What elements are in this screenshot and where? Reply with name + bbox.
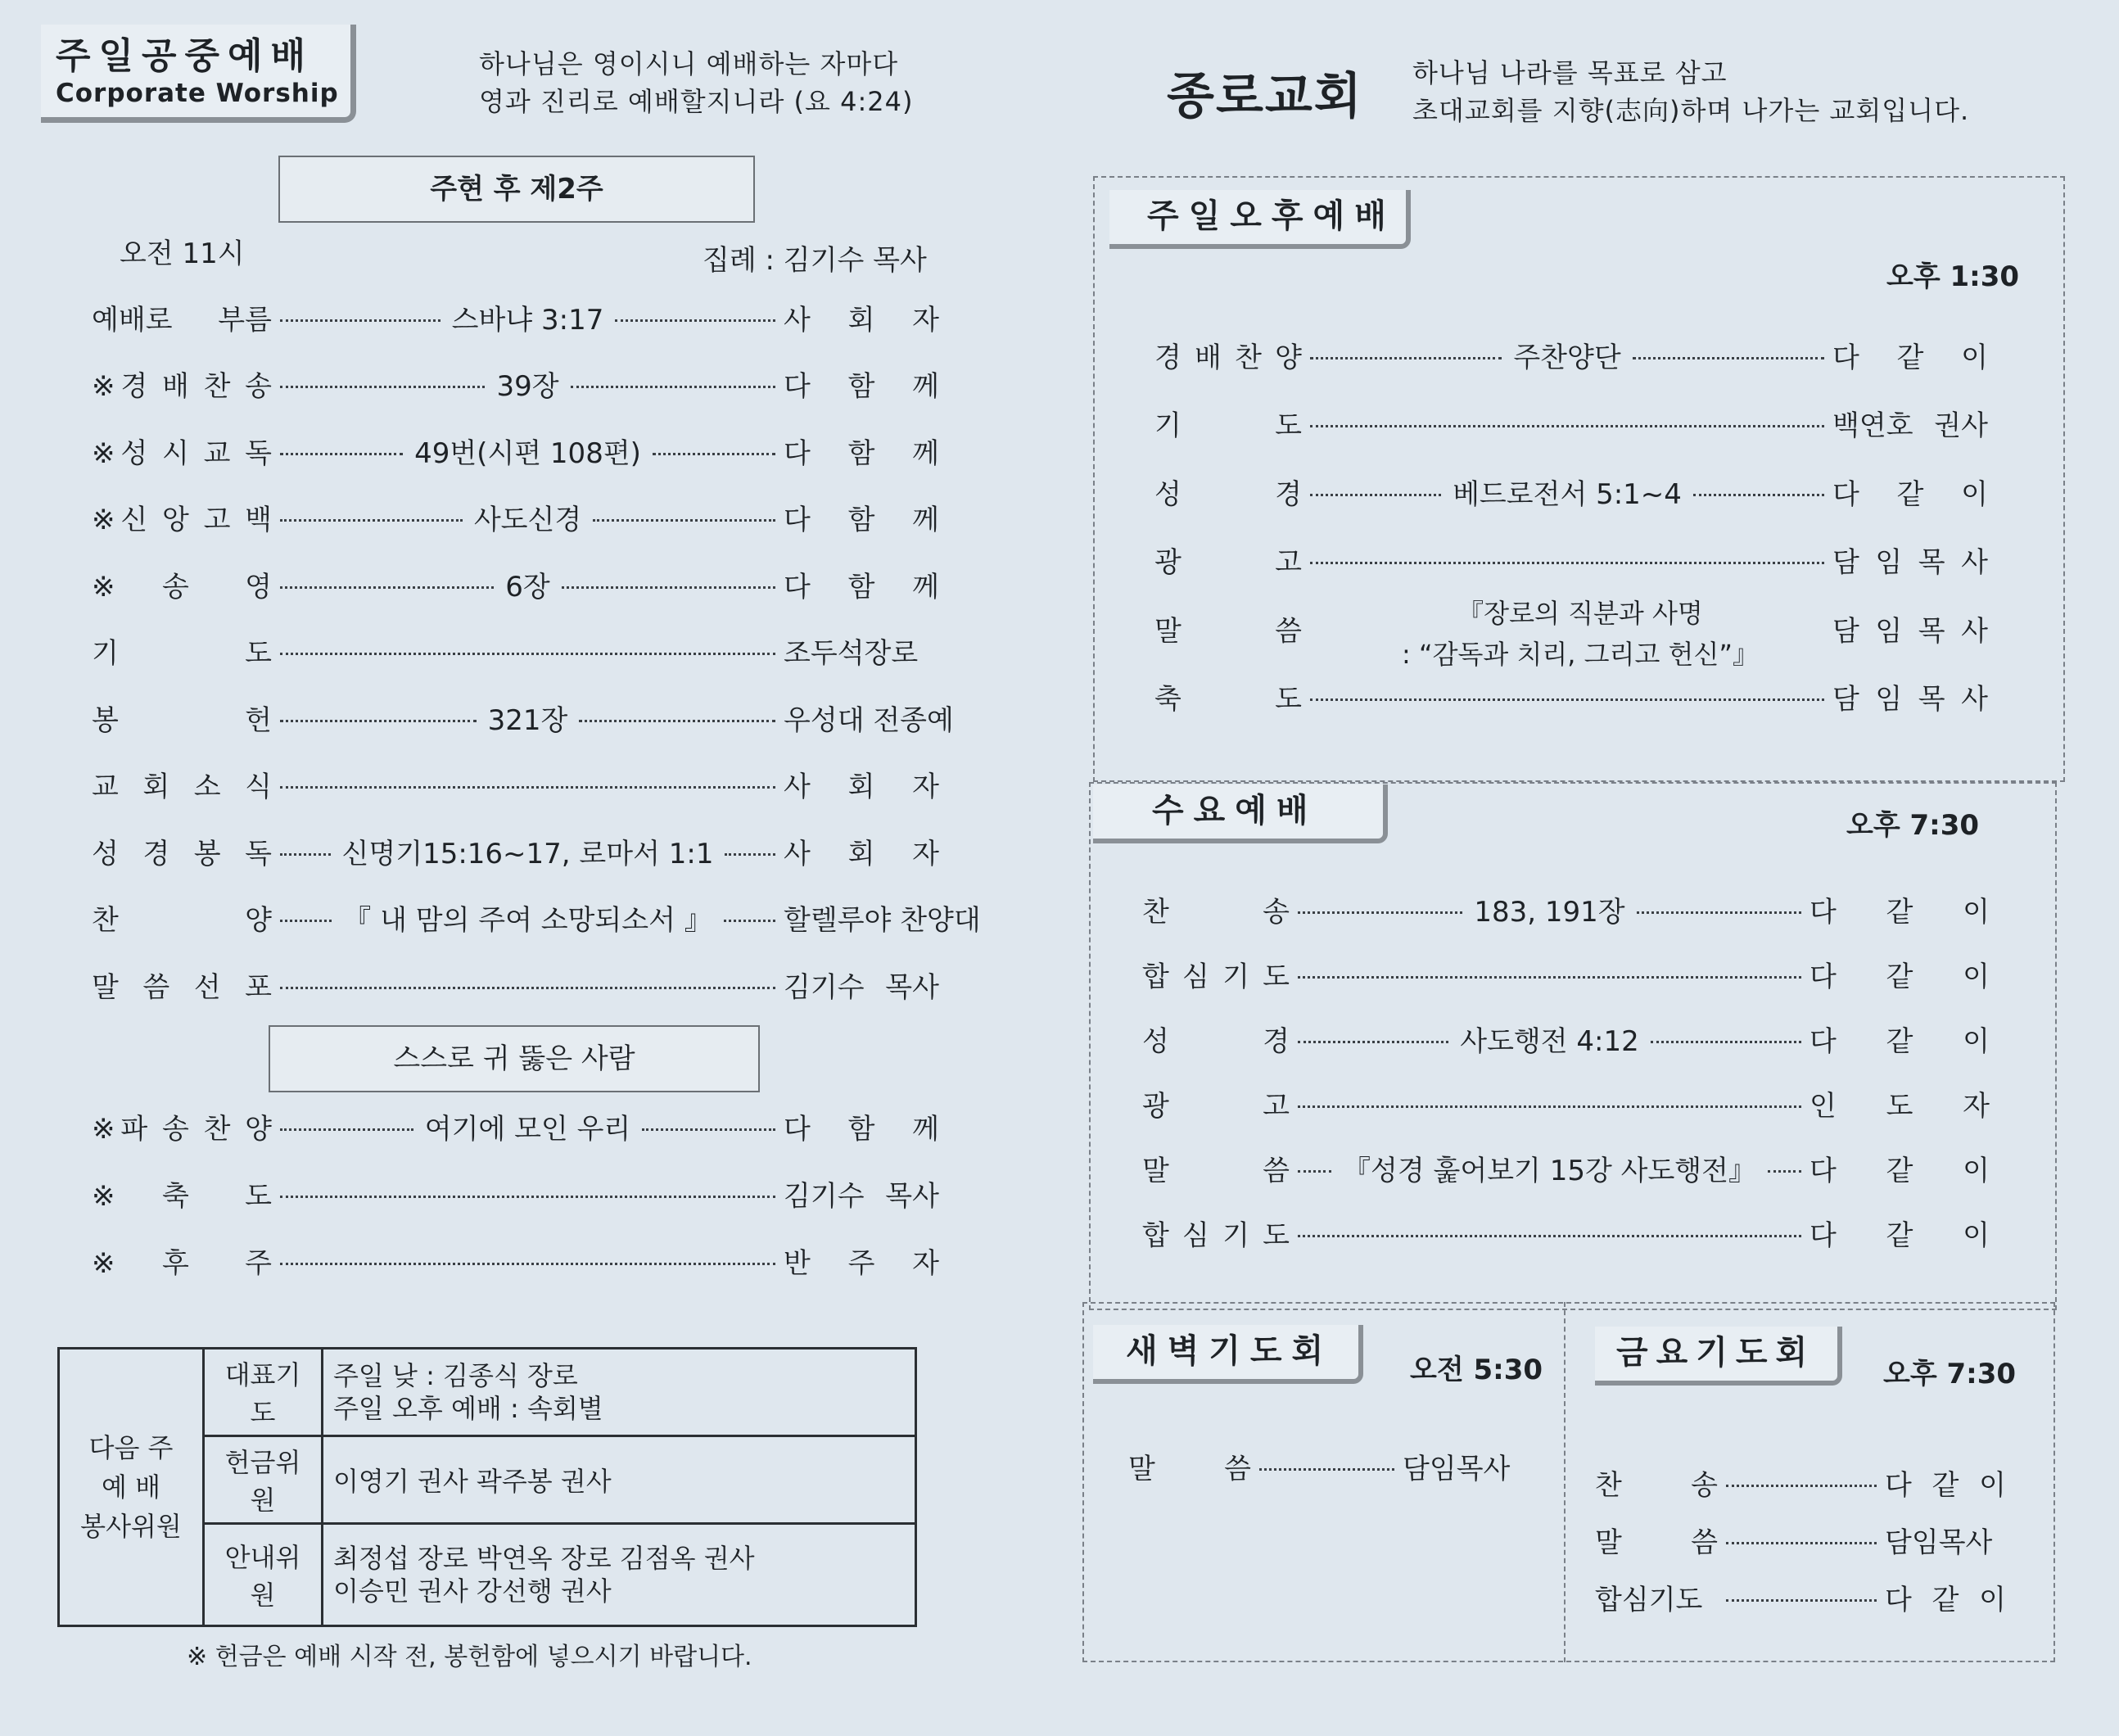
- order-leader-text: 다 함 께: [784, 1112, 939, 1146]
- order-leader: [1832, 403, 1988, 443]
- order-leader-text: 담임목사: [1885, 1526, 1993, 1559]
- order-row: [92, 296, 939, 337]
- church-name: 종로교회: [1167, 68, 1363, 125]
- order-leader: [784, 698, 954, 738]
- order-leader: [1810, 1083, 1990, 1123]
- wednesday-service-title: 수요예배: [1093, 784, 1388, 843]
- motto-line: 초대교회를 지향(志向)하며 나가는 교회입니다.: [1412, 95, 1970, 126]
- order-row: [92, 764, 939, 805]
- order-row: [1595, 1519, 2006, 1560]
- order-leader: [784, 631, 939, 671]
- dot-leader: [725, 853, 775, 856]
- dot-leader: [1259, 1468, 1394, 1471]
- assignment-line: 이승민 권사 강선행 권사: [333, 1576, 612, 1607]
- dot-leader: [1298, 976, 1801, 979]
- dot-leader: [1298, 1235, 1801, 1237]
- dot-leader: [642, 1128, 775, 1131]
- order-leader: [784, 564, 939, 604]
- order-row: [1142, 1083, 1990, 1123]
- order-label-text: ※후 주: [92, 1246, 272, 1280]
- role-cell: 대표기도: [204, 1349, 323, 1436]
- dot-leader: [280, 453, 403, 455]
- order-leader-text: 다 같 이: [1832, 477, 1988, 511]
- order-content: 여기에 모인 우리: [424, 1112, 631, 1146]
- order-label: [92, 1106, 272, 1146]
- dot-leader: [280, 653, 775, 655]
- order-content: 321장: [487, 703, 568, 737]
- order-row: [92, 631, 939, 671]
- order-row: [1142, 888, 1990, 929]
- order-content: 주찬양단: [1513, 341, 1621, 374]
- order-row: [92, 497, 939, 538]
- dot-leader: [280, 920, 332, 922]
- dot-leader: [1298, 1041, 1448, 1043]
- order-leader-text: 다 같 이: [1810, 1024, 1990, 1058]
- dot-leader: [1310, 698, 1824, 701]
- order-label: [92, 1241, 272, 1281]
- dot-leader: [1637, 911, 1801, 914]
- order-leader: [1403, 1446, 1534, 1486]
- dawn-prayer-title: 새벽기도회: [1093, 1325, 1363, 1384]
- dot-leader: [1298, 1105, 1801, 1108]
- dot-leader: [562, 586, 775, 589]
- order-leader-text: 인 도 자: [1810, 1089, 1990, 1123]
- order-label-text: ※성 시 교 독: [92, 436, 272, 470]
- dawn-prayer-time: 오전 5:30: [1410, 1354, 1543, 1386]
- order-label-text: 성 경: [1154, 477, 1302, 511]
- week-box: 주현 후 제2주: [278, 156, 755, 223]
- dot-leader: [1298, 911, 1462, 914]
- order-content: 사도행전 4:12: [1460, 1024, 1639, 1058]
- dot-leader: [280, 786, 775, 789]
- order-row: [1142, 953, 1990, 994]
- order-row: [92, 897, 981, 938]
- dot-leader: [1310, 357, 1502, 359]
- order-label: [1154, 335, 1302, 375]
- order-label: [1595, 1520, 1718, 1560]
- order-leader: [784, 297, 939, 337]
- order-label-text: 교 회 소 식: [92, 771, 272, 803]
- assignment-line: 주일 낮 : 김종식 장로: [333, 1360, 578, 1391]
- next-week-volunteers-table: [57, 1347, 917, 1627]
- verse-line: 영과 진리로 예배할지니라 (요 4:24): [479, 86, 914, 117]
- order-label-text: 말 씀: [1128, 1452, 1251, 1485]
- order-leader: [784, 431, 939, 471]
- order-leader-text: 사 회 자: [784, 837, 940, 870]
- order-content: 베드로전서 5:1~4: [1453, 477, 1682, 511]
- role-cell: 안내위원: [204, 1524, 323, 1626]
- order-label-text: 말 씀: [1595, 1526, 1718, 1559]
- order-label: [92, 297, 272, 337]
- church-motto: [1412, 54, 1969, 129]
- order-content: 사도신경: [473, 504, 582, 536]
- order-label-text: 기 도: [1154, 409, 1302, 442]
- order-label: [1142, 889, 1290, 929]
- order-label-text: 봉 헌: [92, 703, 272, 737]
- order-row: [1142, 1018, 1990, 1059]
- order-leader: [1832, 540, 1988, 580]
- order-leader-text: 사 회 자: [784, 771, 939, 803]
- order-leader: [1810, 1148, 1990, 1188]
- order-row: [1595, 1576, 2006, 1617]
- order-leader: [1885, 1462, 2006, 1503]
- order-row: [92, 563, 939, 604]
- order-label-text: ※경 배 찬 송: [92, 370, 272, 403]
- afternoon-service-time: 오후 1:30: [1886, 260, 2020, 293]
- order-leader-text: 다 함 께: [784, 504, 940, 536]
- order-row: [92, 1240, 939, 1281]
- order-leader-text: 다 같 이: [1832, 341, 1989, 374]
- order-row: [1154, 403, 1988, 444]
- dot-leader: [280, 519, 463, 522]
- order-leader-text: 담 임 목 사: [1832, 546, 1988, 579]
- order-label: [1142, 1148, 1290, 1188]
- order-content: 『성경 훑어보기 15강 사도행전』: [1343, 1154, 1756, 1187]
- order-leader-text: 다 함 께: [784, 436, 939, 470]
- order-leader-text: 다 같 이: [1810, 1218, 1990, 1252]
- order-leader-text: 사 회 자: [784, 303, 940, 337]
- dot-leader: [280, 720, 477, 722]
- order-leader: [1832, 472, 1988, 512]
- order-row: [1154, 334, 1988, 375]
- order-label: [92, 1173, 272, 1214]
- dot-leader: [653, 453, 775, 455]
- order-label-text: 말 씀 선 포: [92, 970, 272, 1004]
- order-label: [92, 364, 272, 404]
- order-leader: [1885, 1520, 2006, 1560]
- order-leader-text: 우성대 전종예: [784, 703, 954, 737]
- order-label-text: 광 고: [1142, 1089, 1290, 1123]
- order-row: [1142, 1147, 1990, 1188]
- motto-line: 하나님 나라를 목표로 삼고: [1412, 57, 1728, 88]
- group-line: 예 배: [102, 1472, 160, 1503]
- dot-leader: [615, 319, 775, 322]
- dot-leader: [280, 319, 441, 322]
- order-label: [92, 564, 272, 604]
- order-content: 스바냐 3:17: [451, 303, 604, 337]
- order-leader: [784, 497, 939, 537]
- dot-leader: [1298, 1170, 1331, 1173]
- order-leader: [1832, 676, 1988, 717]
- order-leader: [784, 831, 939, 871]
- order-label-text: 말 씀: [1154, 614, 1302, 648]
- dot-leader: [579, 720, 775, 722]
- order-label: [92, 831, 272, 871]
- order-label-text: 찬 송: [1595, 1468, 1718, 1502]
- order-row: [92, 964, 939, 1005]
- order-leader: [784, 764, 939, 804]
- order-row: [92, 1105, 939, 1146]
- bible-verse: [479, 45, 913, 120]
- order-leader-text: 다 함 께: [784, 570, 940, 604]
- wednesday-service-time: 오후 7:30: [1846, 809, 1980, 842]
- sermon-line: : “감독과 치리, 그리고 헌신”』: [1402, 639, 1759, 670]
- order-content: 39장: [496, 370, 559, 403]
- order-row: [92, 830, 939, 871]
- order-content: 183, 191장: [1474, 895, 1625, 929]
- order-label-text: 기 도: [92, 637, 272, 670]
- dot-leader: [280, 586, 494, 589]
- order-leader: [1885, 1577, 2006, 1617]
- order-label-text: 광 고: [1154, 546, 1302, 579]
- order-leader: [784, 897, 981, 938]
- prayer-divider: [1564, 1302, 1566, 1662]
- order-label-text: 경 배 찬 양: [1154, 341, 1302, 374]
- order-label-text: ※신 앙 고 백: [92, 504, 272, 536]
- order-label-text: 합 심 기 도: [1142, 960, 1290, 993]
- dot-leader: [1310, 562, 1824, 564]
- group-line: 봉사위원: [80, 1511, 182, 1542]
- order-row: [1154, 471, 1988, 512]
- order-row: [1142, 1212, 1990, 1253]
- order-leader: [1810, 954, 1990, 994]
- order-leader-text: 할렐루야 찬양대: [784, 904, 981, 937]
- dot-leader: [724, 920, 775, 922]
- order-leader: [784, 1241, 939, 1281]
- order-row: [92, 430, 939, 471]
- order-label: [92, 698, 272, 738]
- order-row: [1154, 540, 1988, 581]
- afternoon-service-title: 주일오후예배: [1109, 190, 1411, 249]
- order-label-text: ※송 영: [92, 570, 272, 604]
- dot-leader: [1310, 494, 1441, 496]
- assignment-line: 주일 오후 예배 : 속회별: [333, 1393, 603, 1424]
- order-content: 6장: [505, 570, 550, 604]
- dot-leader: [1726, 1599, 1877, 1602]
- order-label: [1154, 403, 1302, 443]
- order-label: [1154, 608, 1302, 649]
- dot-leader: [280, 1263, 775, 1265]
- afternoon-sermon-title: [1400, 593, 1760, 675]
- order-label: [92, 497, 272, 537]
- order-leader: [1810, 1213, 1990, 1253]
- order-row: [92, 1173, 939, 1214]
- dot-leader: [593, 519, 775, 522]
- order-row: [1595, 1462, 2006, 1503]
- order-row: [92, 364, 939, 405]
- order-label-text: 합 심 기 도: [1142, 1218, 1290, 1252]
- dot-leader: [1633, 357, 1824, 359]
- offering-note: ※ 헌금은 예배 시작 전, 봉헌함에 넣으시기 바랍니다.: [187, 1643, 752, 1671]
- assignment-cell: [323, 1349, 916, 1436]
- sermon-title-box: 스스로 귀 뚫은 사람: [269, 1025, 760, 1092]
- assignment-line: 최정섭 장로 박연옥 장로 김점옥 권사: [333, 1543, 755, 1574]
- worship-title-tab: [41, 25, 356, 123]
- order-label-text: 합심기도: [1595, 1583, 1703, 1616]
- order-content: 『 내 맘의 주여 소망되소서 』: [343, 904, 712, 937]
- order-label-text: 말 씀: [1142, 1154, 1290, 1187]
- dot-leader: [1693, 494, 1824, 496]
- order-leader: [1832, 335, 1988, 375]
- order-leader: [784, 1173, 939, 1214]
- service-time: 오전 11시: [120, 237, 245, 270]
- order-label: [92, 764, 272, 804]
- order-leader: [1832, 608, 1988, 649]
- order-leader-text: 담임목사: [1403, 1452, 1511, 1485]
- order-label-text: 찬 송: [1142, 895, 1290, 929]
- order-label-text: 성 경: [1142, 1024, 1290, 1058]
- order-label-text: 축 도: [1154, 683, 1302, 716]
- order-row: [1154, 676, 1988, 717]
- order-leader-text: 반 주 자: [784, 1246, 939, 1280]
- worship-title-en: Corporate Worship: [56, 79, 339, 108]
- order-label: [1142, 1083, 1290, 1123]
- order-row: [1128, 1445, 1534, 1486]
- order-label: [92, 631, 272, 671]
- dot-leader: [280, 1128, 413, 1131]
- order-leader-text: 조두석장로: [784, 637, 919, 670]
- order-row: [92, 697, 954, 738]
- order-leader: [784, 965, 939, 1005]
- order-label: [1154, 540, 1302, 580]
- order-label: [1595, 1577, 1718, 1617]
- order-label: [1142, 1019, 1290, 1059]
- order-label: [92, 897, 272, 938]
- assignment-cell: [323, 1524, 916, 1626]
- order-leader-text: 다 같 이: [1810, 895, 1990, 929]
- order-leader-text: 다 같 이: [1810, 960, 1990, 993]
- dot-leader: [1651, 1041, 1801, 1043]
- dot-leader: [1310, 425, 1824, 427]
- sermon-line: 『장로의 직분과 사명: [1457, 598, 1703, 629]
- volunteers-group-label: [59, 1349, 204, 1626]
- order-label: [1154, 676, 1302, 717]
- verse-line: 하나님은 영이시니 예배하는 자마다: [479, 48, 899, 79]
- order-leader: [1810, 1019, 1990, 1059]
- order-label: [1142, 954, 1290, 994]
- order-leader-text: 다 함 께: [784, 370, 940, 403]
- friday-prayer-title: 금요기도회: [1595, 1327, 1842, 1386]
- dot-leader: [280, 386, 485, 388]
- friday-prayer-time: 오후 7:30: [1883, 1358, 2017, 1390]
- order-leader: [1810, 889, 1990, 929]
- dot-leader: [280, 987, 775, 989]
- dot-leader: [1726, 1485, 1877, 1487]
- order-label-text: 찬 양: [92, 904, 272, 937]
- order-leader-text: 다 같 이: [1885, 1468, 2006, 1502]
- role-cell: 헌금위원: [204, 1436, 323, 1524]
- order-leader-text: 김기수 목사: [784, 1179, 939, 1213]
- order-label: [1142, 1213, 1290, 1253]
- group-line: 다음 주: [88, 1432, 174, 1463]
- order-leader-text: 다 같 이: [1885, 1583, 2006, 1616]
- order-leader: [784, 364, 939, 404]
- order-label-text: ※파 송 찬 양: [92, 1112, 272, 1146]
- order-label: [92, 965, 272, 1005]
- order-label-text: 성 경 봉 독: [92, 837, 272, 870]
- worship-title-ko: 주일공중예배: [56, 35, 314, 77]
- order-label: [1154, 472, 1302, 512]
- order-leader: [784, 1106, 939, 1146]
- dot-leader: [571, 386, 775, 388]
- order-label-text: ※축 도: [92, 1179, 272, 1213]
- dot-leader: [280, 1196, 775, 1198]
- presider: 집례 : 김기수 목사: [703, 244, 927, 277]
- dot-leader: [1726, 1542, 1877, 1544]
- order-label-text: 예배로 부름: [92, 303, 272, 337]
- order-leader-text: 백연호 권사: [1832, 409, 1988, 442]
- order-label: [1595, 1462, 1718, 1503]
- dot-leader: [1768, 1170, 1801, 1173]
- order-leader-text: 다 같 이: [1810, 1154, 1990, 1187]
- order-leader-text: 김기수 목사: [784, 970, 939, 1004]
- order-leader-text: 담 임 목 사: [1832, 614, 1988, 648]
- order-label: [1128, 1446, 1251, 1486]
- dot-leader: [280, 853, 331, 856]
- order-content: 신명기15:16~17, 로마서 1:1: [341, 837, 714, 870]
- order-content: 49번(시편 108편): [414, 436, 641, 470]
- order-label: [92, 431, 272, 471]
- order-leader-text: 담 임 목 사: [1832, 683, 1988, 716]
- assignment-cell: 이영기 권사 곽주봉 권사: [323, 1436, 916, 1524]
